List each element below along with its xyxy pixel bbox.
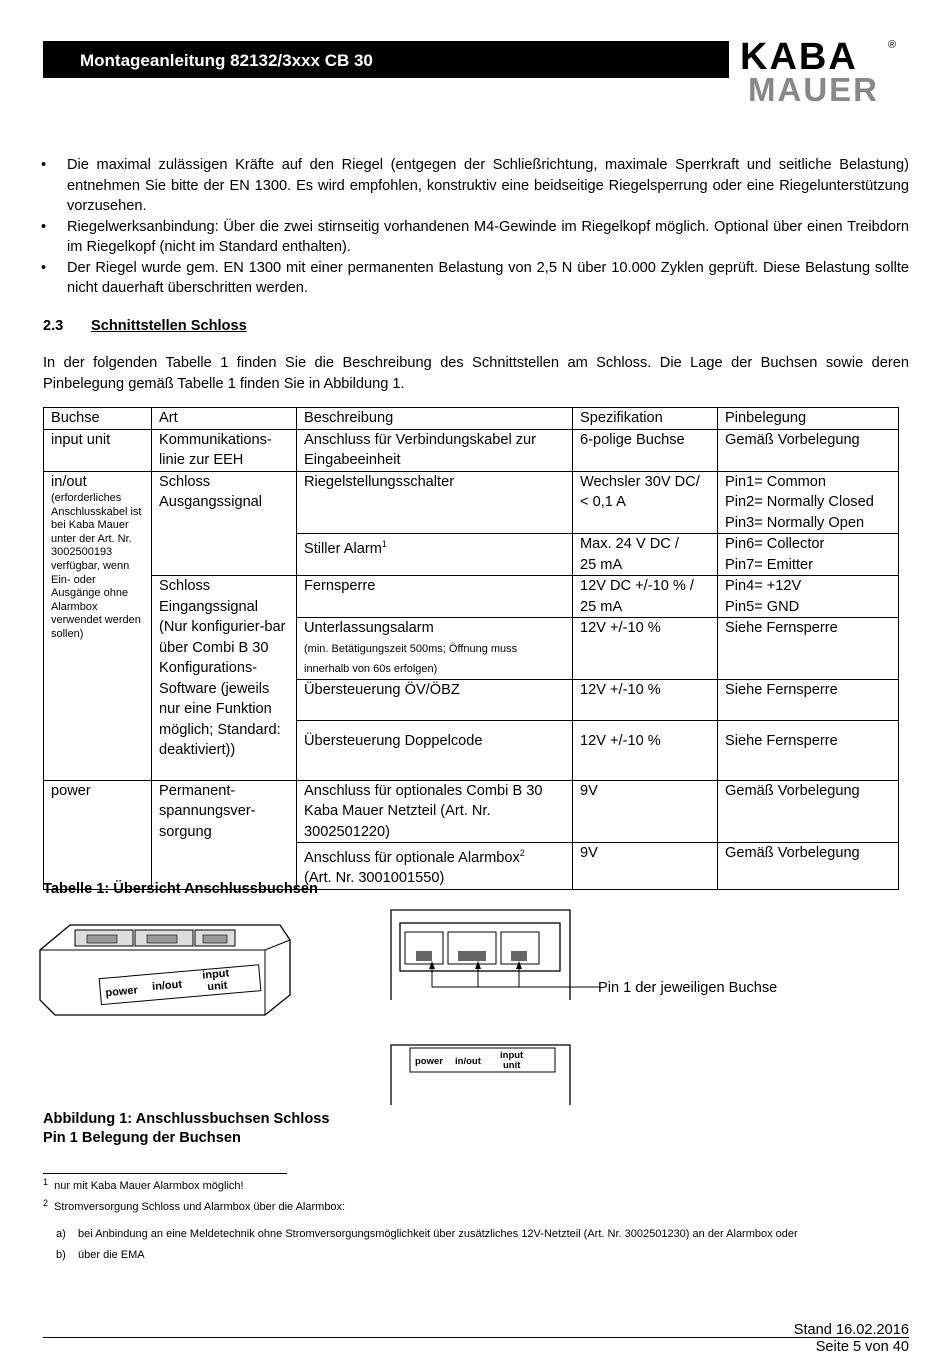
unterlassungsalarm-note: (min. Betätigungszeit 500ms; Öffnung muss innerhalb von 60s erfolgen) (304, 642, 518, 675)
footnote-item-b: über die EMA (78, 1249, 145, 1261)
cell-art-output: Schloss Ausgangssignal (152, 471, 297, 576)
cell-pinbelegung: Siehe Fernsperre (718, 720, 899, 780)
cell-beschreibung (297, 534, 573, 576)
header-art: Art (152, 408, 297, 430)
table-header-row (44, 408, 899, 430)
cell-spezifikation: 6-polige Buchse (573, 429, 718, 471)
footnote-2-text: Stromversorgung Schloss und Alarmbox über die Alarmbox: (54, 1201, 346, 1213)
pin-leader-line (578, 986, 600, 988)
table-row (44, 780, 899, 843)
logo-registered-mark: ® (888, 39, 897, 51)
intro-paragraph: In der folgenden Tabelle 1 finden Sie die Beschreibung des Schnittstellen am Schloss. Die Lage der Buchsen sowie deren Pinbelegung gemäß Tabelle 1 finden Sie in Abbildung 1. (43, 355, 909, 392)
bullet-text: Die maximal zulässigen Kräfte auf den Riegel (entgegen der Schließrichtung, maximale Sperrkraft und seitliche Belastung) entnehmen Sie bitte der EN 1300. Es wird empfohlen, konstruktiv eine beidseitige Riegelsperrung oder eine Riegelunterstützung vorzusehen. (67, 157, 909, 214)
table-caption: Tabelle 1: Übersicht Anschlussbuchsen (43, 881, 318, 897)
footer-page-number: Seite 5 von 40 (815, 1339, 909, 1355)
cell-pinbelegung: Gemäß Vorbelegung (718, 429, 899, 471)
bullet-dot: • (41, 157, 47, 173)
section-heading (43, 318, 247, 334)
footnote-1-number: 1 (43, 1177, 49, 1187)
header-beschreibung: Beschreibung (297, 408, 573, 430)
cell-pinbelegung: Siehe Fernsperre (718, 679, 899, 720)
interfaces-table (43, 407, 899, 890)
cell-pinbelegung: Pin6= Collector Pin7= Emitter (718, 534, 899, 576)
footer-rule (43, 1337, 909, 1338)
footer-stand: Stand 16.02.2016 (793, 1322, 909, 1338)
cell-beschreibung: Übersteuerung ÖV/ÖBZ (297, 679, 573, 720)
footnote-ref-1: 1 (381, 539, 387, 549)
cell-pinbelegung: Gemäß Vorbelegung (718, 843, 899, 890)
fig-label-inout: in/out (151, 978, 183, 994)
bullet-text: Der Riegel wurde gem. EN 1300 mit einer permanenten Belastung von 2,5 N über 10.000 Zyklen geprüft. Diese Belastung sollte nicht dauerhaft überschritten werden. (67, 259, 909, 296)
header-spezifikation: Spezifikation (573, 408, 718, 430)
header-pinbelegung: Pinbelegung (718, 408, 899, 430)
fig-label-unit: unit (206, 979, 228, 994)
footnote-item-a-marker: a) (56, 1228, 66, 1240)
section-title: Schnittstellen Schloss (91, 318, 247, 334)
cell-pinbelegung: Siehe Fernsperre (718, 618, 899, 680)
lock-housing-illustration (35, 915, 295, 1025)
figure-caption-line-1: Abbildung 1: Anschlussbuchsen Schloss (43, 1111, 330, 1127)
cell-spezifikation: Wechsler 30V DC/ < 0,1 A (573, 471, 718, 534)
pin-1-label: Pin 1 der jeweiligen Buchse (598, 980, 778, 996)
bullet-item (43, 258, 909, 299)
fig-label-power: power (104, 984, 139, 1000)
fig-label-input: input (201, 967, 230, 982)
cell-art: Kommunikations- linie zur EEH (152, 429, 297, 471)
footnote-2 (43, 1198, 346, 1213)
bullet-dot: • (41, 218, 47, 235)
logo-mauer-text: MAUER (748, 71, 879, 108)
unterlassungsalarm-text: Unterlassungsalarm (304, 620, 434, 636)
plate-label-input: input (500, 1050, 524, 1061)
cell-beschreibung (297, 843, 573, 890)
inout-label: in/out (51, 473, 87, 490)
bullet-item (43, 155, 909, 217)
header-buchse: Buchse (44, 408, 152, 430)
footnote-separator (43, 1173, 287, 1174)
logo-kaba-text: KABA (740, 36, 858, 78)
cell-spezifikation: 9V (573, 843, 718, 890)
bullet-list (43, 155, 909, 299)
plate-label-unit: unit (503, 1060, 521, 1071)
bullet-text: Riegelwerksanbindung: Über die zwei stirnseitig vorhandenen M4-Gewinde im Riegelkopf möglich. Optional über einen Treibdorn im Riegelkopf (nicht im Standard enthalten). (67, 218, 909, 255)
cell-spezifikation: Max. 24 V DC / 25 mA (573, 534, 718, 576)
footnote-2-number: 2 (43, 1198, 49, 1208)
stiller-alarm-text: Stiller Alarm (304, 540, 382, 557)
cell-art-input: Schloss Eingangssignal (Nur konfigurier-bar über Combi B 30 Konfigurations-Software (jeweils nur eine Funktion möglich; Standard: deaktiviert)) (152, 576, 297, 781)
document-title: Montageanleitung 82132/3xxx CB 30 (80, 51, 373, 70)
connector-pin-diagram (388, 905, 578, 1005)
figure-caption-line-2: Pin 1 Belegung der Buchsen (43, 1130, 241, 1146)
cell-buchse-power: power (44, 780, 152, 889)
footer-info (794, 1322, 909, 1356)
table-row (44, 429, 899, 471)
cell-spezifikation: 12V +/-10 % (573, 720, 718, 780)
section-number: 2.3 (43, 318, 64, 334)
alarmbox-artnr: (Art. Nr. 3001001550) (304, 870, 445, 887)
plate-label-inout: in/out (455, 1056, 481, 1067)
kaba-mauer-logo (740, 38, 910, 110)
table-row (44, 576, 899, 618)
footnote-item-a: bei Anbindung an eine Meldetechnik ohne Stromversorgungsmöglichkeit über zusätzliches 12V-Netzteil (Art. Nr. 3002501230) an der Alarmbox oder (78, 1228, 798, 1240)
footnote-item-b-marker: b) (56, 1249, 66, 1261)
cell-beschreibung: Anschluss für Verbindungskabel zur Eingabeeinheit (297, 429, 573, 471)
cell-spezifikation: 12V +/-10 % (573, 618, 718, 680)
inout-note: (erforderliches Anschlusskabel ist bei Kaba Mauer unter der Art. Nr. 3002500193 verfügbar, wenn Ein- oder Ausgänge ohne Alarmbox verwendet werden sollen) (51, 492, 142, 640)
header-bar (43, 41, 729, 78)
plate-label-power: power (415, 1056, 443, 1067)
bullet-dot: • (41, 259, 47, 276)
cell-beschreibung: Übersteuerung Doppelcode (297, 720, 573, 780)
cell-beschreibung (297, 618, 573, 680)
cell-pinbelegung: Gemäß Vorbelegung (718, 780, 899, 843)
figure-caption (43, 1110, 330, 1148)
cell-beschreibung: Riegelstellungsschalter (297, 471, 573, 534)
connector-label-plate (388, 1040, 578, 1105)
cell-spezifikation: 9V (573, 780, 718, 843)
cell-spezifikation: 12V +/-10 % (573, 679, 718, 720)
cell-beschreibung: Anschluss für optionales Combi B 30 Kaba Mauer Netzteil (Art. Nr. 3002501220) (297, 780, 573, 843)
cell-buchse: input unit (44, 429, 152, 471)
footnote-1 (43, 1177, 244, 1192)
cell-spezifikation: 12V DC +/-10 % / 25 mA (573, 576, 718, 618)
bullet-item (43, 217, 909, 258)
cell-pinbelegung: Pin1= Common Pin2= Normally Closed Pin3= Normally Open (718, 471, 899, 534)
table-row (44, 471, 899, 534)
cell-art-power: Permanent- spannungsver- sorgung (152, 780, 297, 889)
alarmbox-text: Anschluss für optionale Alarmbox (304, 849, 520, 866)
cell-beschreibung: Fernsperre (297, 576, 573, 618)
cell-pinbelegung: Pin4= +12V Pin5= GND (718, 576, 899, 618)
cell-buchse-inout (44, 471, 152, 780)
footnote-ref-2: 2 (519, 848, 525, 858)
footnote-1-text: nur mit Kaba Mauer Alarmbox möglich! (54, 1180, 244, 1192)
